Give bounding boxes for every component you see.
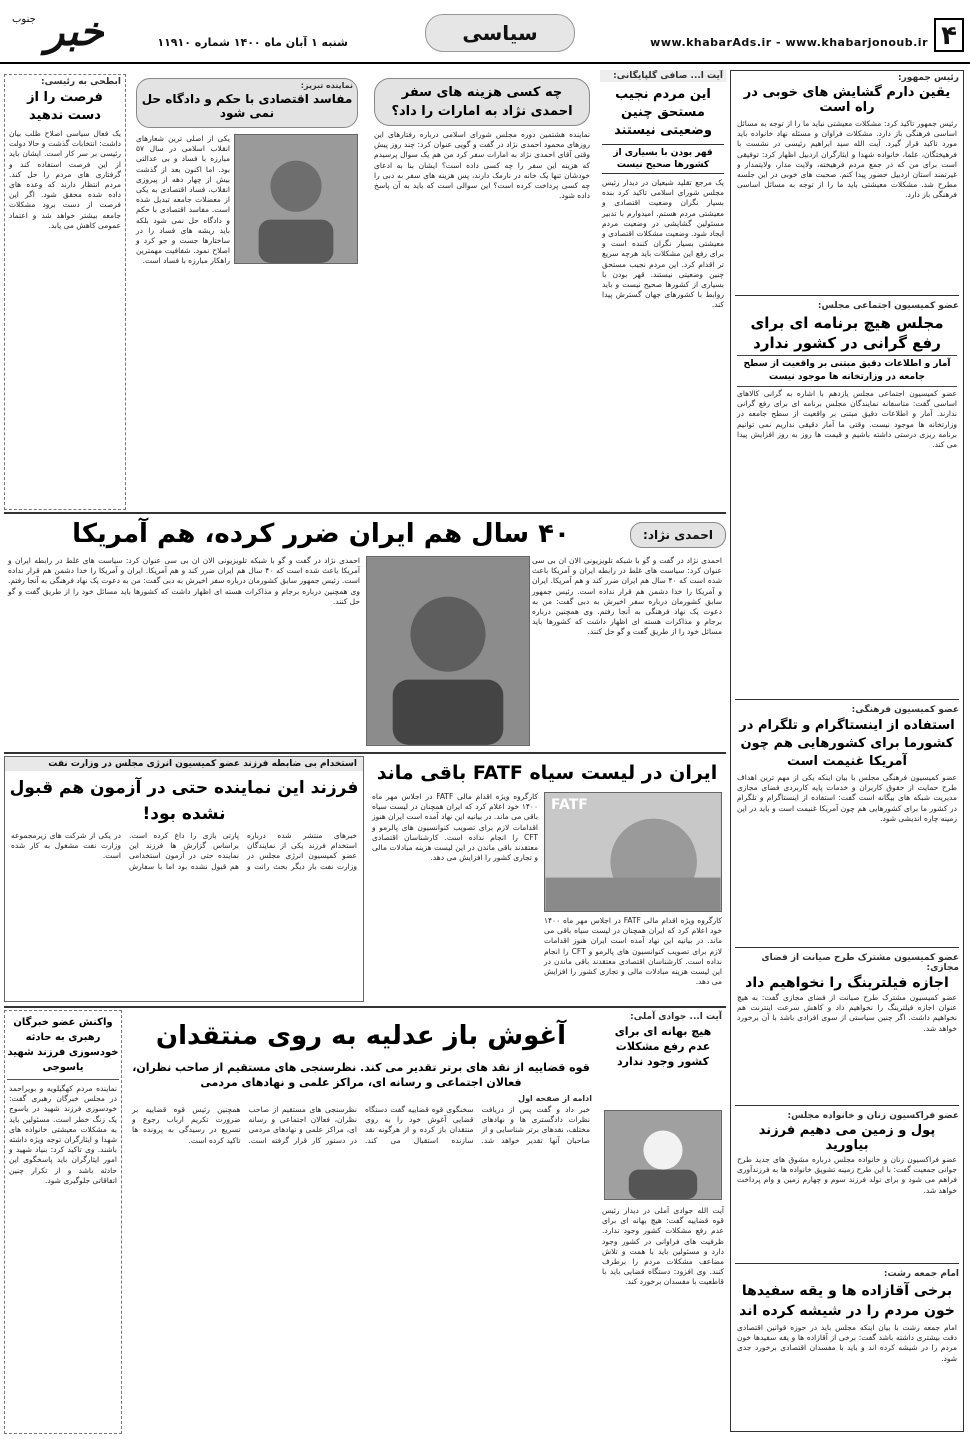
page-number: ۴ — [941, 21, 957, 51]
story-body: یک فعال سیاسی اصلاح طلب بیان داشت: انتخابات گذشت و حالا دولت رئیسی بر سر کار است. ایشان باید از این فرصت استفاده کند و گرفتاری های مردم را حل کند. مردم انتظار دارند که وعده های داده شده محقق شود. اگر این فرصت از دست برود مشکلات جامعه بیشتر خواهد شد و اعتماد عمومی کاهش می یابد. — [9, 129, 121, 230]
story-body: عضو کمیسیون اجتماعی مجلس یازدهم با اشاره به گرانی کالاهای اساسی گفت: متاسفانه نمایندگان مجلس برنامه ای برای رفع گرانی ندارند. آمار و اطلاعات دقیق مبتنی بر واقعیت از سطح جامعه در وزارتخانه ها موجود نیست. وقتی ما آمار دقیقی نداریم نمی توانیم برنامه ریزی درستی داشته باشیم و قیمت ها روز به روز افزایش پیدا می کند. — [737, 389, 957, 450]
story-judiciary — [126, 1010, 596, 1434]
story-body: عضو فراکسیون زنان و خانواده مجلس درباره مشوق های جدید طرح جوانی جمعیت گفت: با این طرح زمینه تشویق خانواده ها به فرزندآوری فراهم می شود و برای تولد فرزند سوم و چهارم زمین و وام پرداخت خواهد شد. — [737, 1155, 957, 1195]
story-body: خبر داد و گفت پس از دریافت نظرات دادگستری ها و نهادهای مختلف، نقدهای برتر شناسایی و از صاحبان آنها تقدیر خواهد شد. سخنگوی قوه قضاییه گفت دستگاه قضایی آغوش خود را به روی منتقدان باز کرده و از هرگونه نقد سازنده استقبال می کند. نظرسنجی های مستقیم از صاحب نظران، فعالان اجتماعی و رسانه ای، مراکز علمی و نهادهای مردمی در دستور کار قرار گرفته است. همچنین رئیس قوه قضاییه بر ضرورت تکریم ارباب رجوع و تسریع در رسیدگی به پرونده ها تاکید کرده است. — [132, 1105, 590, 1145]
story-filtering — [731, 951, 963, 1101]
story-headline: برخی آقازاده ها و یقه سفیدها خون مردم را در شیشه کرده اند — [739, 1283, 955, 1319]
story-kicker: آیت ا... جوادی آملی: — [630, 1012, 722, 1022]
story-headline: ۴۰ سال هم ایران ضرر کرده، هم آمریکا — [72, 519, 570, 549]
website-url[interactable]: www.khabarAds.ir - www.khabarjonoub.ir — [650, 36, 928, 49]
story-headline: فرزند این نماینده حتی در آزمون هم قبول نشده بود! — [9, 778, 359, 824]
story-body: عضو کمیسیون فرهنگی مجلس با بیان اینکه یکی از مهم ترین اهداف طرح حمایت از حقوق کاربران و خدمات پایه کاربردی فضای مجازی مدیریت شبکه های بیگانه است گفت: استفاده از اینستاگرام و تلگرام در کشور ما برای کشورهایی هم چون آمریکا غنیمت است و باید در این زمینه چاره اندیشی شود. — [737, 773, 957, 823]
story-kicker: عضو کمیسیون اجتماعی مجلس: — [817, 301, 959, 311]
story-headline: مجلس هیچ برنامه ای برای رفع گرانی در کشور ندارد — [750, 314, 944, 352]
story-subtitle: آمار و اطلاعات دقیق مبتنی بر واقعیت از سطح جامعه در وزارتخانه ها موجود نیست — [737, 355, 957, 387]
story-lead: ادامه از صفحه اول — [518, 1094, 592, 1103]
story-headline: آغوش باز عدلیه به روی منتقدان — [155, 1021, 567, 1051]
story-body-left: کارگروه ویژه اقدام مالی FATF در اجلاس مهر ماه ۱۴۰۰ خود اعلام کرد که ایران همچنان در لیست سیاه باقی می ماند. در بیانیه این نهاد آمده است ایران هنوز اقدامات لازم برای تصویب کنوانسیون های پالرمو و CFT را انجام نداده است. کارشناسان اقتصادی معتقدند باقی ماندن در این لیست هزینه مبادلات مالی و تجاری کشور را افزایش می دهد. — [372, 792, 538, 863]
person-photo-icon — [605, 1111, 721, 1199]
story-abtahi — [4, 74, 126, 510]
story-body-right: احمدی نژاد در گفت و گو با شبکه تلویزیونی الان ان بی سی عنوان کرد: سیاست های غلط در رابطه ایران و آمریکا باعث شده است که ۴۰ سال هم ایران ضرر کند و هم آمریکا. ایران و آمریکا را خدا دشمن هم قرار نداده است. رئیس جمهور سابق کشورمان درباره سفر اخیرش به دبی گفت: من به دعوت یک نهاد فرهنگی به آنجا رفتم. وی همچنین درباره برجام و مذاکرات هسته ای اظهار داشت که کشورها باید مسائل خود را از طریق گفت و گو حل کنند. — [532, 556, 722, 637]
issue-date: شنبه ۱ آبان ماه ۱۴۰۰ شماره ۱۱۹۱۰ — [157, 36, 348, 49]
story-headline: هیچ بهانه ای برای عدم رفع مشکلات کشور وجود ندارد — [614, 1025, 712, 1068]
logo-text: خبر — [45, 9, 104, 55]
page-number-box — [934, 18, 964, 52]
story-body: یک مرجع تقلید شیعیان در دیدار رئیس مجلس شورای اسلامی تاکید کرد بنده بسیار نگران وضعیت اقتصادی و معیشتی مردم هستم. امیدوارم با تدبیر مسئولین گشایشی در وضعیت مردم ایجاد شود. وضعیت مشکلات اقتصادی و معیشتی بسیار نگران کننده است و برای رفع این مشکلات باید هرچه سریع تر اقدام کرد. این مردم نجیب مستحق چنین وضعیتی نیستند. قهر بودن با بسیاری از کشورها صحیح نیست و باید روابط با کشورهای جهان گسترش پیدا کند. — [602, 178, 724, 310]
divider — [4, 1006, 726, 1008]
story-subtitle: قهر بودن با بسیاری از کشورها صحیح نیست — [602, 144, 724, 174]
divider — [735, 1105, 959, 1106]
story-body-left: احمدی نژاد در گفت و گو با شبکه تلویزیونی الان ان بی سی عنوان کرد: سیاست های غلط در رابطه ایران و آمریکا باعث شده است که ۴۰ سال هم ایران ضرر کند و هم آمریکا. ایران و آمریکا را خدا دشمن هم قرار نداده است. رئیس جمهور سابق کشورمان درباره سفر اخیرش به دبی گفت: من به دعوت یک نهاد فرهنگی به آنجا رفتم. وی همچنین درباره برجام و مذاکرات هسته ای اظهار داشت که کشورها باید مسائل خود را از طریق گفت و گو حل کنند. — [8, 556, 360, 606]
newspaper-logo — [4, 8, 104, 60]
right-column — [730, 70, 964, 1432]
story-subtitle: قوه قضاییه از نقد های برتر تقدیر می کند. نظرسنجی های مستقیم از صاحب نظران، فعالان اجتماعی و رسانه ای، مراکز علمی و نهادهای مردمی — [132, 1061, 590, 1089]
story-body: عضو کمیسیون مشترک طرح صیانت از فضای مجازی گفت: به هیچ عنوان اجازه فیلترینگ را نخواهیم داد و کاهش سرعت اینترنت هم نخواهیم داشت. اگر چنین سیاستی از سوی افرادی باشد با آن برخورد خواهد شد. — [737, 993, 957, 1033]
story-headline: پول و زمین می دهیم فرزند بیاورید — [758, 1123, 936, 1153]
story-body: خبرهای منتشر شده درباره استخدام فرزند یکی از نمایندگان عضو کمیسیون انرژی مجلس در وزارت نفت بار دیگر بحث رانت و پارتی بازی را داغ کرده است. براساس گزارش ها فرزند این نماینده حتی در آزمون استخدامی هم قبول نشده بود اما با سفارش در یکی از شرکت های زیرمجموعه وزارت نفت مشغول به کار شده است. — [11, 831, 357, 871]
story-headline: اجازه فیلترینگ را نخواهیم داد — [745, 975, 949, 991]
ahmadinejad-photo — [366, 556, 530, 746]
amoli-photo — [604, 1110, 722, 1200]
fatf-photo-label: FATF — [551, 797, 588, 813]
logo-sub: جنوب — [12, 14, 36, 25]
story-body-right: کارگروه ویژه اقدام مالی FATF در اجلاس مهر ماه ۱۴۰۰ خود اعلام کرد که ایران همچنان در لیست سیاه باقی می ماند. در بیانیه این نهاد آمده است ایران هنوز اقدامات لازم برای تصویب کنوانسیون های پالرمو و CFT را انجام نداده است. کارشناسان اقتصادی معتقدند باقی ماندن در این لیست هزینه مبادلات مالی و تجاری کشور را افزایش می دهد. — [544, 916, 723, 987]
story-kicker: عضو فراکسیون زنان و خانواده مجلس: — [787, 1111, 959, 1121]
story-headline: مفاسد اقتصادی با حکم و دادگاه حل نمی شود — [141, 92, 353, 120]
story-body: آیت الله جوادی آملی در دیدار رئیس قوه قضاییه گفت: هیچ بهانه ای برای عدم رفع مشکلات کشور وجود ندارد. ظرفیت های فراوانی در کشور وجود دارد و مسئولین باید با همت و تلاش مضاعف مشکلات مردم را برطرف کنند. وی افزود: دستگاه قضایی باید با قاطعیت با مفسدان برخورد کند. — [602, 1206, 724, 1287]
story-kicker: استخدام بی ضابطه فرزند عضو کمیسیون انرژی مجلس در وزارت نفت — [5, 757, 363, 771]
story-kicker: نماینده تبریز: — [300, 81, 353, 90]
story-headline: این مردم نجیب مستحق چنین وضعیتی نیستند — [614, 87, 712, 138]
divider — [735, 947, 959, 948]
story-social-committee — [731, 299, 963, 695]
story-headline: یقین دارم گشایش های خوبی در راه است — [743, 85, 951, 115]
story-rasht-imam — [731, 1267, 963, 1431]
story-headline: استفاده از اینستاگرام و تلگرام در کشورما برای کشورهایی هم چون آمریکا غنیمت است — [739, 718, 955, 769]
divider — [735, 1263, 959, 1264]
story-kicker: عضو کمیسیون مشترک طرح صیانت از فضای مجازی: — [761, 953, 959, 973]
section-tab — [425, 14, 575, 52]
story-kicker: رئیس جمهور: — [898, 73, 959, 83]
header-rule — [0, 62, 970, 64]
story-raisi — [731, 71, 963, 291]
story-fatf — [368, 756, 726, 1002]
story-headline: فرصت را از دست ندهید — [27, 90, 103, 123]
story-headline: واکنش عضو خبرگان رهبری به حادثه خودسوزی فرزند شهید یاسوجی — [7, 1015, 119, 1080]
story-kicker: امام جمعه رشت: — [883, 1269, 959, 1279]
story-headline: چه کسی هزینه های سفر احمدی نژاد به امارات را داد؟ — [374, 78, 590, 126]
story-safi — [600, 70, 726, 510]
story-tabriz-mp — [130, 74, 364, 510]
story-body: یکی از اصلی ترین شعارهای انقلاب اسلامی در سال ۵۷ مبارزه با فساد و بی عدالتی بود. اما اکنون بعد از گذشت بیش از چهار دهه از پیروزی انقلاب، فساد اقتصادی به یکی از معضلات جامعه تبدیل شده است. مفاسد اقتصادی با حکم و دادگاه حل نمی شود بلکه باید ریشه های فساد را در ساختارها جست و جو کرد و اصلاح نمود. شفافیت مهمترین راهکار مبارزه با فساد است. — [136, 134, 230, 266]
story-kicker: احمدی نژاد: — [643, 528, 713, 542]
section-title: سیاسی — [462, 21, 538, 45]
mp-portrait-photo — [234, 134, 358, 264]
story-headline: ایران در لیست سیاه FATF باقی ماند — [376, 762, 718, 784]
divider — [4, 752, 726, 754]
masthead — [0, 0, 970, 70]
story-body: نماینده مردم کهگیلویه و بویراحمد در مجلس خبرگان رهبری گفت: خودسوزی فرزند شهید در یاسوج یک زنگ خطر است. مسئولین باید به مشکلات معیشتی خانواده های شهدا و ایثارگران توجه ویژه داشته باشند. وی تاکید کرد: بنیاد شهید و امور ایثارگران باید پاسخگوی این حادثه باشد و از تکرار چنین اتفاقاتی جلوگیری شود. — [9, 1084, 117, 1185]
story-kicker: عضو کمیسیون فرهنگی: — [851, 705, 959, 715]
person-photo-icon — [235, 135, 357, 263]
story-body: امام جمعه رشت با بیان اینکه مجلس باید در حوزه قوانین اقتصادی دقت بیشتری داشته باشد گفت: برخی از آقازاده ها و یقه سفیدها خون مردم را در شیشه کرده اند و باید با مفسدان اقتصادی برخورد جدی شود. — [737, 1323, 957, 1363]
story-cultural-committee — [731, 703, 963, 943]
story-kicker: آیت ا... صافی گلپایگانی: — [600, 70, 726, 82]
person-photo-icon — [367, 557, 529, 745]
story-amoli — [600, 1010, 726, 1434]
story-women-faction — [731, 1109, 963, 1259]
story-body: رئیس جمهور تاکید کرد: مشکلات معیشتی نباید ما را از توجه به مسائل اساسی فرهنگی باز دارد. مشکلات فراوان و مسئله نهاد خانواده باید مورد تاکید قرار گیرد. آیت الله سید ابراهیم رئیسی در نشست با فرهیختگان، علما، خانواده شهدا و ایثارگران اردبیل اظهار کرد: توفیقی است برای من که در جمع مردم فرهیخته، ولایت مدار، ولایتمدار و غیرتمند استان اردبیل حضور پیدا کنم. صحبت های خوبی در این جلسه مطرح شد. مشکلات معیشتی باید ما را از توجه به مسائل اساسی فرهنگی باز دارد. — [737, 119, 957, 200]
story-yasuj — [4, 1010, 122, 1434]
story-uae-trip — [368, 74, 596, 510]
story-kicker: ابطحی به رئیسی: — [40, 77, 121, 87]
story-ahmadinejad — [4, 516, 726, 748]
story-body: نماینده هشتمین دوره مجلس شورای اسلامی درباره رفتارهای این روزهای محمود احمدی نژاد در گفت و گویی عنوان کرد: چند روز پیش وقتی آقای احمدی نژاد به امارات سفر کرد من هم یک سوال پرسیدم که هزینه این سفر را چه کسی داده است؟ ایشان بنا به ادعای خودشان تنها یک خانه در نارمک دارند، پس هزینه های سفر به دبی را چه کسی پرداخت کرده است؟ این سوالی است که باید به آن پاسخ داده شود. — [374, 130, 590, 201]
divider — [735, 699, 959, 700]
story-mp-son — [4, 756, 364, 1002]
kicker-box — [630, 522, 726, 548]
fatf-photo — [544, 792, 722, 912]
divider — [4, 512, 726, 514]
divider — [735, 295, 959, 296]
headline-box — [136, 78, 358, 128]
